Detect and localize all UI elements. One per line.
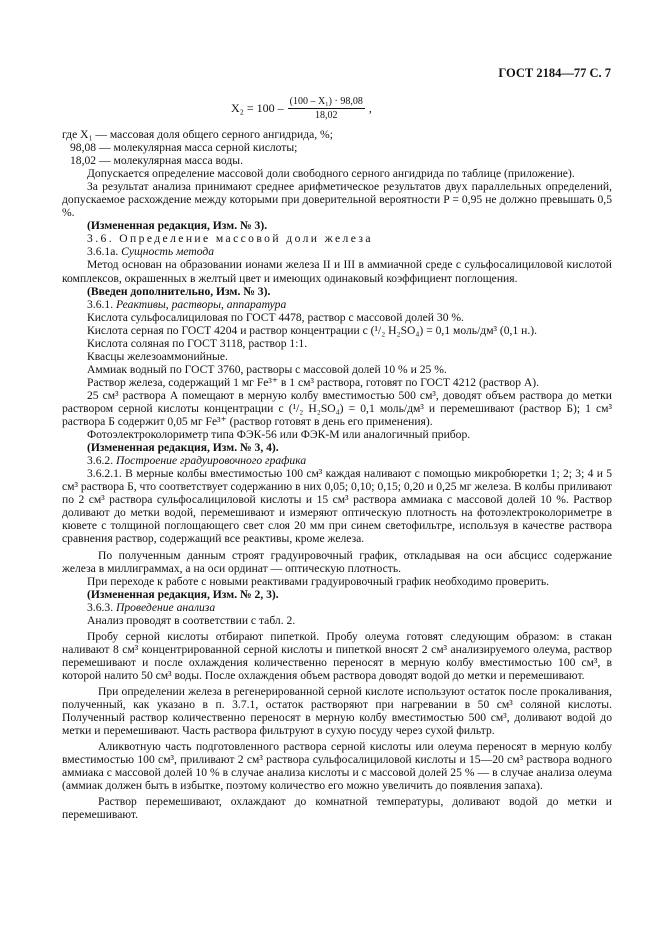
paragraph: 25 см³ раствора А помещают в мерную колбу вместимостью 500 см³, доводят объем раствора до метки раствором серной кислоты концентрации c (¹/₂ H₂SO₄) = 0,1 моль/дм³ и перемешивают (раствор Б); 1 см³ раствора Б содержит 0,05 мг Fe³⁺ (раствор готовят в день его применения). (62, 388, 612, 429)
paragraph: Анализ проводят в соответствии с табл. 2. (87, 613, 296, 627)
paragraph: За результат анализа принимают среднее арифметическое результатов двух параллельных определений, допускаемое расхождение между которыми при доверительной вероятности P = 0,95 не должно превышать 0,5 %. (62, 180, 612, 220)
paragraph: Раствор железа, содержащий 1 мг Fe³⁺ в 1 см³ раствора, готовят по ГОСТ 4212 (раствор А). (87, 375, 540, 389)
paragraph: Кислота соляная по ГОСТ 3118, раствор 1:1. (87, 336, 308, 350)
formula-numerator: (100 – X₁) · 98,08 (289, 96, 363, 107)
legend-line: 98,08 — молекулярная масса серной кислоты; (70, 141, 298, 155)
subsection-number: 3.6.1. (87, 297, 114, 311)
subsection-title: Сущность метода (121, 245, 215, 259)
subsection-title: Реактивы, растворы, аппаратура (116, 297, 287, 311)
paragraph: Пробу серной кислоты отбирают пипеткой. Пробу олеума готовят следующим образом: в стакан наливают 8 см³ концентрированной серной кислоты и пипеткой вносят 2 см³ анализируемого олеума, раствор перемешивают и после охлаждения количественно переносят в мерную колбу вместимостью 100 см³, в которой налито 50 см³ воды. После охлаждения объем раствора доводят водой до метки и перемешивают. (62, 629, 612, 682)
subsection-number: 3.6.1а. (87, 245, 119, 259)
subsection-number: 3.6.3. (87, 600, 114, 614)
formula-denominator: 18,02 (314, 110, 338, 121)
document-body (62, 128, 612, 821)
subsection-title: Построение градуировочного графика (116, 454, 307, 468)
subsection-number: 3.6.2. (87, 454, 114, 468)
paragraph: Фотоэлектроколориметр типа ФЭК-56 или ФЭК-М или аналогичный прибор. (87, 428, 471, 442)
paragraph: Раствор перемешивают, охлаждают до комнатной температуры, доливают водой до метки и перемешивают. (62, 795, 612, 822)
subsection-heading (62, 454, 612, 467)
amendment-note: (Введен дополнительно, Изм. № 3). (87, 284, 271, 298)
amendment-note: (Измененная редакция, Изм. № 2, 3). (87, 587, 279, 601)
paragraph: Квасцы железоаммонийные. (87, 349, 228, 363)
paragraph: Кислота серная по ГОСТ 4204 и раствор концентрации c (¹/₂ H₂SO₄) = 0,1 моль/дм³ (0,1 н.). (87, 323, 538, 337)
paragraph: 3.6.2.1. В мерные колбы вместимостью 100 см³ каждая наливают с помощью микробюретки 1; 2; 3; 4 и 5 см³ раствора Б, что соответствует содержанию в них 0,05; 0,10; 0,15; 0,20 и 0,25 мг железа. В колбы приливают по 2 см³ раствора сульфосалициловой кислоты и 15 см³ раствора аммиака с массовой долей 10 %. Раствор доливают до метки водой, перемешивают и измеряют оптическую плотность на фотоэлектроколориметре в кювете с толщиной поглощающего свет слоя 20 мм при синем светофильтре, используя в качестве раствора сравнения раствор, содержащий все реактивы, кроме железа. (62, 467, 612, 546)
subsection-title: Проведение анализа (116, 600, 216, 614)
subsection-heading (62, 245, 612, 258)
page-header: ГОСТ 2184—77 С. 7 (498, 66, 611, 80)
formula-tail: , (368, 101, 372, 115)
subsection-heading (62, 298, 612, 311)
amendment-note: (Измененная редакция, Изм. № 3). (87, 219, 268, 233)
formula-fraction (288, 96, 365, 121)
paragraph: Аликвотную часть подготовленного раствора серной кислоты или олеума переносят в мерную колбу вместимостью 100 см³, приливают 2 см³ раствора сульфосалициловой кислоты и 15—20 см³ раствора водного аммиака с массовой долей 10 % в случае анализа кислоты и с массовой долей 25 % — в случае анализа олеума (аммиак должен быть в избытке, поэтому количество его можно увеличить до появления запаха). (62, 740, 612, 793)
paragraph: Допускается определение массовой доли свободного серного ангидрида по таблице (приложение). (87, 167, 575, 181)
paragraph: По полученным данным строят градуировочный график, откладывая на оси абсцисс содержание железа в миллиграммах, а на оси ординат — оптическую плотность. (62, 548, 612, 575)
legend-line: 18,02 — молекулярная масса воды. (70, 154, 243, 168)
formula-lhs: X₂ = 100 – (231, 101, 284, 115)
legend-line: где X₁ — массовая доля общего серного ангидрида, %; (62, 128, 333, 141)
paragraph: Кислота сульфосалициловая по ГОСТ 4478, раствор с массовой долей 30 %. (87, 310, 464, 324)
paragraph: При определении железа в регенерированной серной кислоте используют остаток после прокаливания, полученный, как указано в п. 3.7.1, остаток растворяют при нагревании в 50 см³ соляной кислоты. Полученный раствор количественно переносят в мерную колбу вместимостью 500 см³, доливают водой до метки и перемешивают. Часть раствора фильтруют в сухую посуду через сухой фильтр. (62, 684, 612, 738)
paragraph: При переходе к работе с новыми реактивами градуировочный график необходимо проверить. (87, 574, 550, 588)
subsection-heading (62, 601, 612, 614)
formula (231, 96, 372, 121)
section-heading: 3.6. Определение массовой доли железа (87, 232, 373, 246)
paragraph: Метод основан на образовании ионами железа II и III в аммиачной среде с сульфосалициловой кислотой комплексов, окрашенных в желтый цвет и имеющих одинаковый коэффициент поглощения. (62, 258, 612, 285)
paragraph: Аммиак водный по ГОСТ 3760, растворы с массовой долей 10 % и 25 %. (87, 362, 447, 376)
amendment-note: (Измененная редакция, Изм. № 3, 4). (87, 441, 279, 455)
